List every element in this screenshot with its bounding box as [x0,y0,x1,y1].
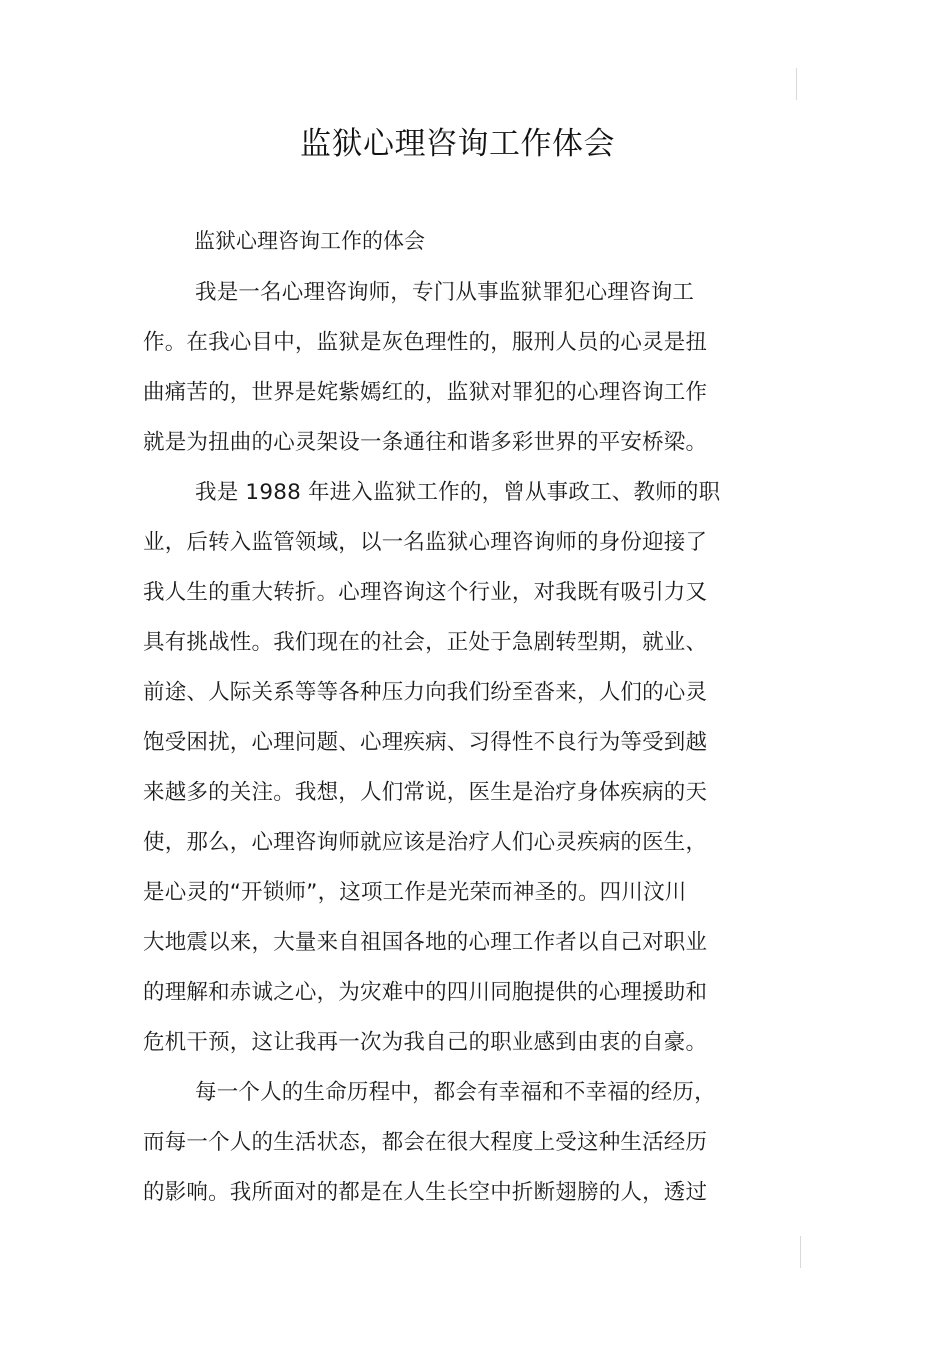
document-body [143,275,763,1225]
body-text-line: 的影响。我所面对的都是在人生长空中折断翅膀的人，透过 [143,1180,708,1205]
body-text-line: 我是一名心理咨询师，专门从事监狱罪犯心理咨询工 [195,280,695,305]
body-text-line: 我人生的重大转折。心理咨询这个行业，对我既有吸引力又 [143,580,708,605]
body-text-line: 曲痛苦的，世界是姹紫嫣红的，监狱对罪犯的心理咨询工作 [143,380,708,405]
page-corner-mark-top [796,68,797,100]
document-title: 监狱心理咨询工作体会 [300,126,615,162]
body-text-line: 业，后转入监管领域，以一名监狱心理咨询师的身份迎接了 [143,530,708,555]
body-text-line: 作。在我心目中，监狱是灰色理性的，服刑人员的心灵是扭 [143,330,708,355]
document-subtitle: 监狱心理咨询工作的体会 [194,229,425,253]
body-text-line: 来越多的关注。我想，人们常说，医生是治疗身体疾病的天 [143,780,708,805]
body-text-line: 危机干预，这让我再一次为我自己的职业感到由衷的自豪。 [143,1030,708,1055]
body-text-line: 我是 1988 年进入监狱工作的，曾从事政工、教师的职 [195,480,721,505]
body-text-line: 前途、人际关系等等各种压力向我们纷至沓来，人们的心灵 [143,680,708,705]
body-text-line: 使，那么，心理咨询师就应该是治疗人们心灵疾病的医生， [143,830,708,855]
body-text-line: 就是为扭曲的心灵架设一条通往和谐多彩世界的平安桥梁。 [143,430,708,455]
body-text-line: 而每一个人的生活状态，都会在很大程度上受这种生活经历 [143,1130,708,1155]
page-corner-mark-bottom [800,1236,801,1268]
body-text-line: 每一个人的生命历程中，都会有幸福和不幸福的经历， [195,1080,716,1105]
body-text-line: 是心灵的“开锁师”，这项工作是光荣而神圣的。四川汶川 [143,880,687,905]
body-text-line: 具有挑战性。我们现在的社会，正处于急剧转型期，就业、 [143,630,708,655]
body-text-line: 大地震以来，大量来自祖国各地的心理工作者以自己对职业 [143,930,708,955]
body-text-line: 的理解和赤诚之心，为灾难中的四川同胞提供的心理援助和 [143,980,708,1005]
body-text-line: 饱受困扰，心理问题、心理疾病、习得性不良行为等受到越 [143,730,708,755]
